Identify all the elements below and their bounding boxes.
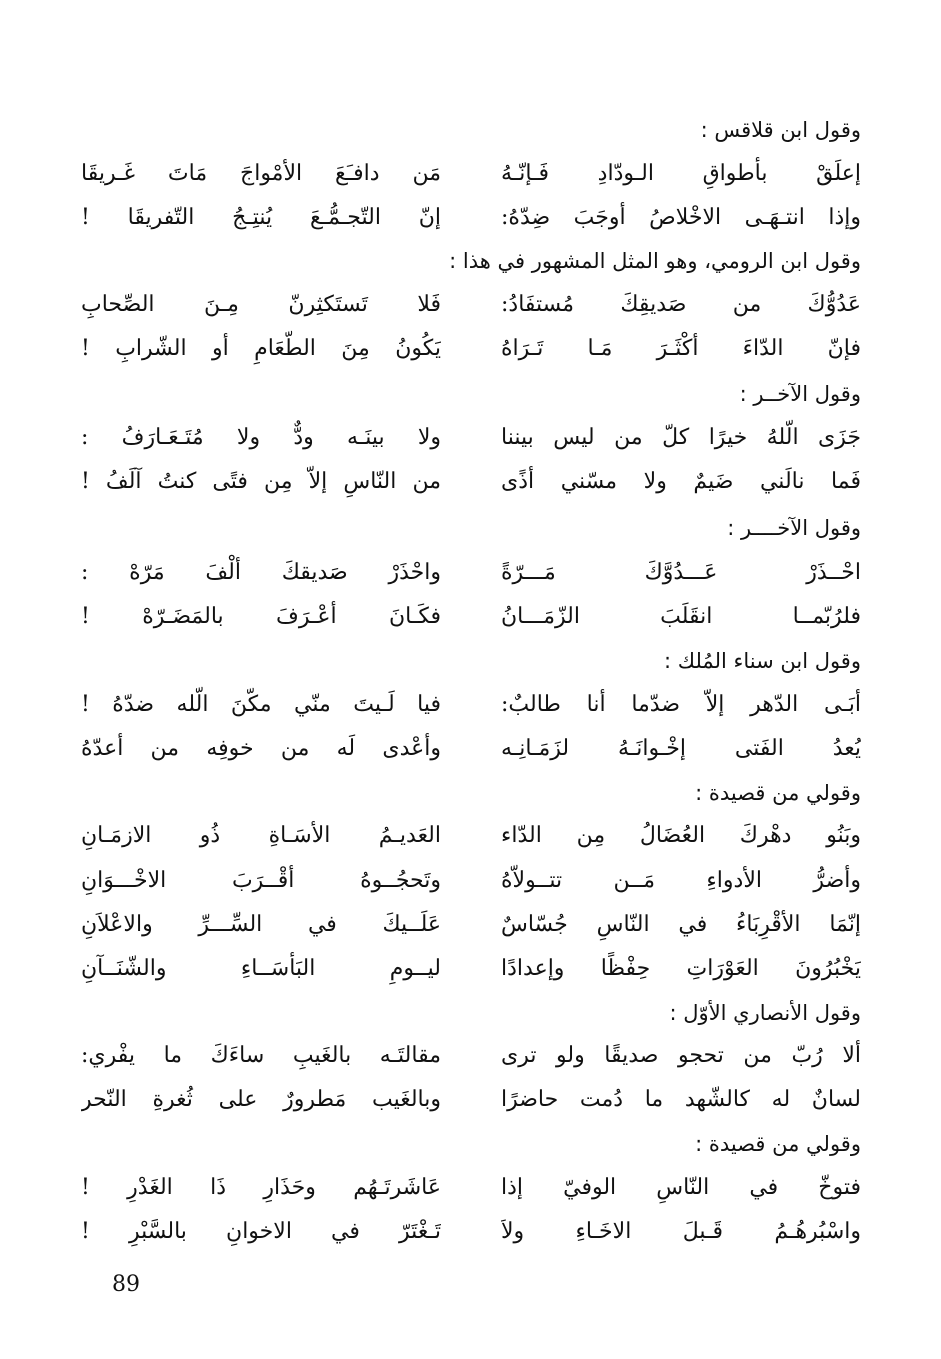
verse-line [81, 946, 861, 992]
verse-first-hemistich: واسْبُرهُـمُ قَـبلَ الاخَـاءِ ولاَ [501, 1219, 861, 1244]
verse-second-hemistich: فكَـانَ أعْـرَفَ بالمَضَـرّهْ ! [81, 604, 441, 629]
page-number: 89 [112, 1272, 140, 1297]
verse-second-hemistich: وبالغَيب مَطرورٌ على ثُغرةِ النّحر [81, 1087, 441, 1112]
verse-line [81, 459, 861, 505]
verse-second-hemistich: تَـغْتَرّ في الاخوانِ بالسَّبْرِ ! [81, 1219, 441, 1244]
verse-second-hemistich: عَاشَرتَـهُم وحَذَارِ ذَا الغَدْرِ ! [81, 1175, 441, 1200]
verse-first-hemistich: فتوخّ في النّاسِ الوفيّ إذا [501, 1175, 861, 1200]
verse-first-hemistich: عَدُوُّكَ من صَديقِكَ مُستفَادُ: [501, 292, 861, 317]
poem-intro: وقول ابن سناء المُلك : [664, 649, 861, 673]
verse-line [81, 594, 861, 640]
verse-second-hemistich: واحْذَرْ صَديقكَ ألْفَ مَرّهْ : [81, 560, 441, 585]
verse-first-hemistich: وبَنُو دهْركَ العُضَالُ مِن الدّاء [501, 823, 861, 848]
verse-line [81, 550, 861, 596]
verse-second-hemistich: وأعْدى لَه من خوفِه من أعدّهُ [81, 736, 441, 761]
verse-line [81, 1033, 861, 1079]
poem-intro: وقول ابن الرومي، وهو المثل المشهور في هذا : [449, 249, 861, 273]
verse-second-hemistich: يَكُونُ مِنَ الطّعَامِ أو الشّرابِ ! [81, 336, 441, 361]
verse-first-hemistich: يُعدُ الفَتى إخْـوانَـهُ لزَمَـانِـه [501, 736, 861, 761]
poem-intro: وقول الآخــر : [739, 382, 861, 406]
verse-line [81, 1077, 861, 1123]
poem-intro: وقول الأنصاري الأوّل : [669, 1001, 861, 1025]
verse-line [81, 151, 861, 197]
verse-second-hemistich: مَن دافـَعَ الأمْواجَ مَاتَ غَـريقَا [81, 161, 441, 186]
verse-line [81, 1209, 861, 1255]
verse-line [81, 415, 861, 461]
verse-line [81, 682, 861, 728]
verse-line [81, 282, 861, 328]
verse-second-hemistich: مقالتَـه بالغَيبِ ساءَكَ ما يفْري: [81, 1043, 441, 1068]
poem-intro: وقول الآخــــر : [727, 516, 861, 540]
verse-second-hemistich: ولا بينَـه ودٌّ ولا مُتَـعَـارَفُ : [81, 425, 441, 450]
verse-second-hemistich: من النّاسِ إلاّ مِن فتًى كنتُ آلَفُ ! [81, 469, 441, 494]
verse-first-hemistich: فَما نالَني ضَيمٌ ولا مسّني أذًى [501, 469, 861, 494]
verse-line [81, 858, 861, 904]
verse-first-hemistich: وإذا انتـهَـى الاخْلاصُ أوجَبَ ضِدّهُ: [501, 205, 861, 230]
verse-first-hemistich: لسانٌ له كالشّهد ما دُمت حاضرًا [501, 1087, 861, 1112]
verse-first-hemistich: ألا رُبّ من تحجو صديقًا ولو ترى [501, 1043, 861, 1068]
verse-line [81, 1165, 861, 1211]
verse-line [81, 726, 861, 772]
verse-first-hemistich: فلرُبّمــا انقَلَبَ الزّمَـــانُ [501, 604, 861, 629]
verse-second-hemistich: ليــومِ البَأسَــاءِ والشّنَــآنِ [81, 956, 441, 981]
poem-intro: وقولي من قصيدة : [695, 1132, 861, 1156]
verse-second-hemistich: العَديـمُ الأسَـاةِ ذُو الازمَـانِ [81, 823, 441, 848]
verse-first-hemistich: أبَـى الدّهر إلاّ ضدّما أنا طالبٌ: [501, 692, 861, 717]
verse-second-hemistich: إنّ التّجـمُّـعَ يُنتِـجُ التّفريقَا ! [81, 205, 441, 230]
poem-intro: وقول ابن قلاقس : [700, 118, 861, 142]
poem-intro: وقولي من قصيدة : [695, 781, 861, 805]
verse-second-hemistich: عَلَــيكَ في السِّـــرِّ والاعْلاَنِ [81, 912, 441, 937]
verse-first-hemistich: احْــذَرْ عَـــدُوَّكَ مَـــرّةً [501, 560, 861, 585]
verse-line [81, 195, 861, 241]
verse-first-hemistich: فإنّ الدّاءَ أكْثَـرَ مَـا تَـرَاهُ [501, 336, 861, 361]
verse-first-hemistich: إعلَقْ بأطواقِ الـودّادِ فَـإنّـهُ [501, 161, 861, 186]
verse-second-hemistich: فيا لَـيتَ منّي مكّنَ الّله ضدّهُ ! [81, 692, 441, 717]
verse-line [81, 902, 861, 948]
verse-first-hemistich: يَخْبُرُونَ العَوْرَاتِ حِفْظًا وإعدادًا [501, 956, 861, 981]
verse-line [81, 326, 861, 372]
verse-second-hemistich: وتَحجُــوهُ أقْــرَبَ الاخْـــوَانِ [81, 868, 441, 893]
verse-first-hemistich: وأضرُّ الأدواءِ مَــن تتــولاّهُ [501, 868, 861, 893]
verse-first-hemistich: إنّمَا الأقْرِبَاءُ في النّاسِ جُسّاسٌ [501, 912, 861, 937]
verse-line [81, 813, 861, 859]
verse-second-hemistich: فَلا تَستَكثِرنّ مِـنَ الصِّحابِ [81, 292, 441, 317]
verse-first-hemistich: جَزَى الّلهُ خيرًا كلّ من ليس بيننا [501, 425, 861, 450]
